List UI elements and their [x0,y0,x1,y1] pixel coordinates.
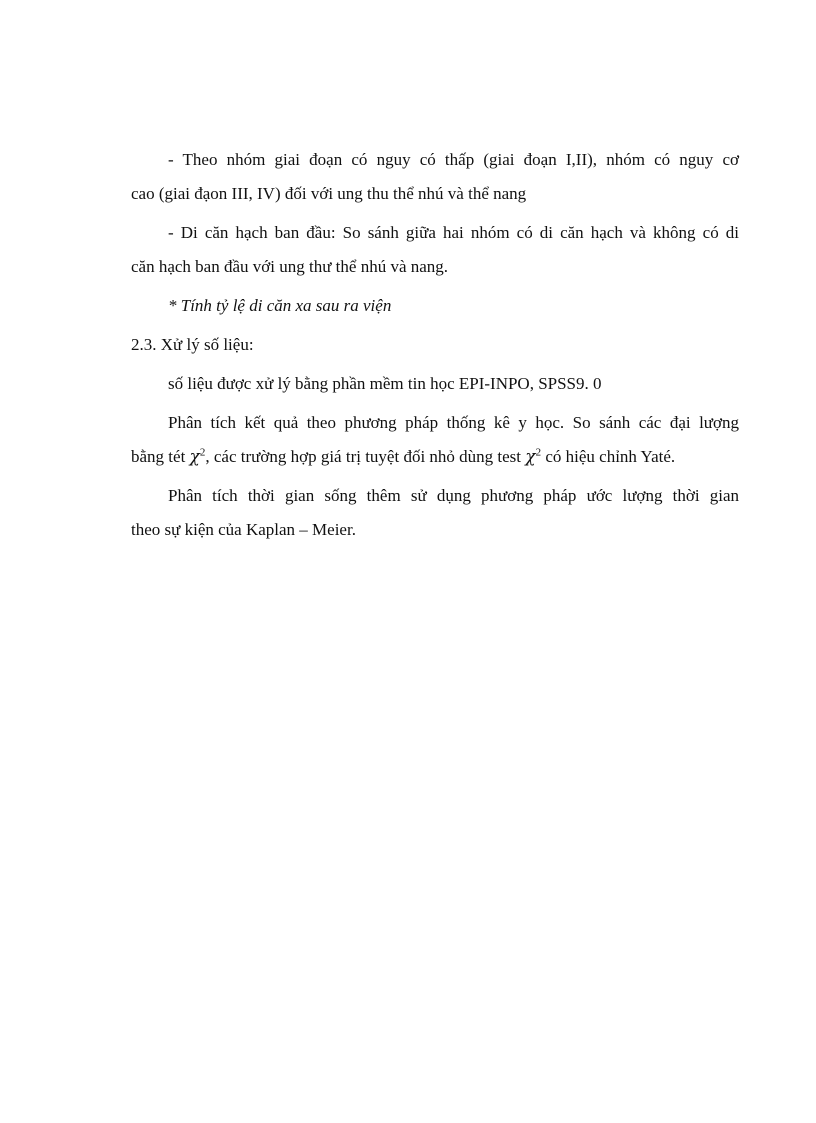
paragraph-statistics [131,406,739,474]
text-line: - Theo nhóm giai đoạn có nguy có thấp (giai đoạn I,II), nhóm có nguy cơ [168,150,739,169]
text-line: số liệu được xử lý bằng phần mềm tin học EPI-INPO, SPSS9. 0 [168,374,602,393]
chi-symbol: χ [189,447,200,467]
paragraph-lymph-node [131,216,739,284]
superscript: 2 [535,446,542,459]
text-line: căn hạch ban đầu với ung thư thể nhú và nang. [131,257,449,276]
superscript: 2 [199,446,206,459]
text-line: * Tính tỷ lệ di căn xa sau ra viện [168,296,392,315]
text-line: - Di căn hạch ban đầu: So sánh giữa hai nhóm có di căn hạch và không có di [168,223,739,242]
text-fragment: có hiệu chỉnh Yaté. [541,447,676,466]
text-line [131,440,739,474]
chi-symbol: χ [525,447,536,467]
text-line: theo sự kiện của Kaplan – Meier. [131,520,356,539]
text-line: Phân tích kết quả theo phương pháp thống kê y học. So sánh các đại lượng [168,413,739,432]
text-line: cao (giai đạon III, IV) đối với ung thu thể nhú và thể nang [131,184,527,203]
document-page [131,143,739,552]
text-fragment: bằng tét [131,447,190,466]
paragraph-software [131,367,739,401]
text-fragment: , các trường hợp giá trị tuyệt đối nhỏ dùng test [205,447,526,466]
paragraph-risk-groups [131,143,739,211]
paragraph-survival [131,479,739,547]
section-heading: 2.3. Xử lý số liệu: [131,335,254,354]
text-line: Phân tích thời gian sống thêm sử dụng phương pháp ước lượng thời gian [168,486,739,505]
paragraph-distant-metastasis [131,289,739,323]
